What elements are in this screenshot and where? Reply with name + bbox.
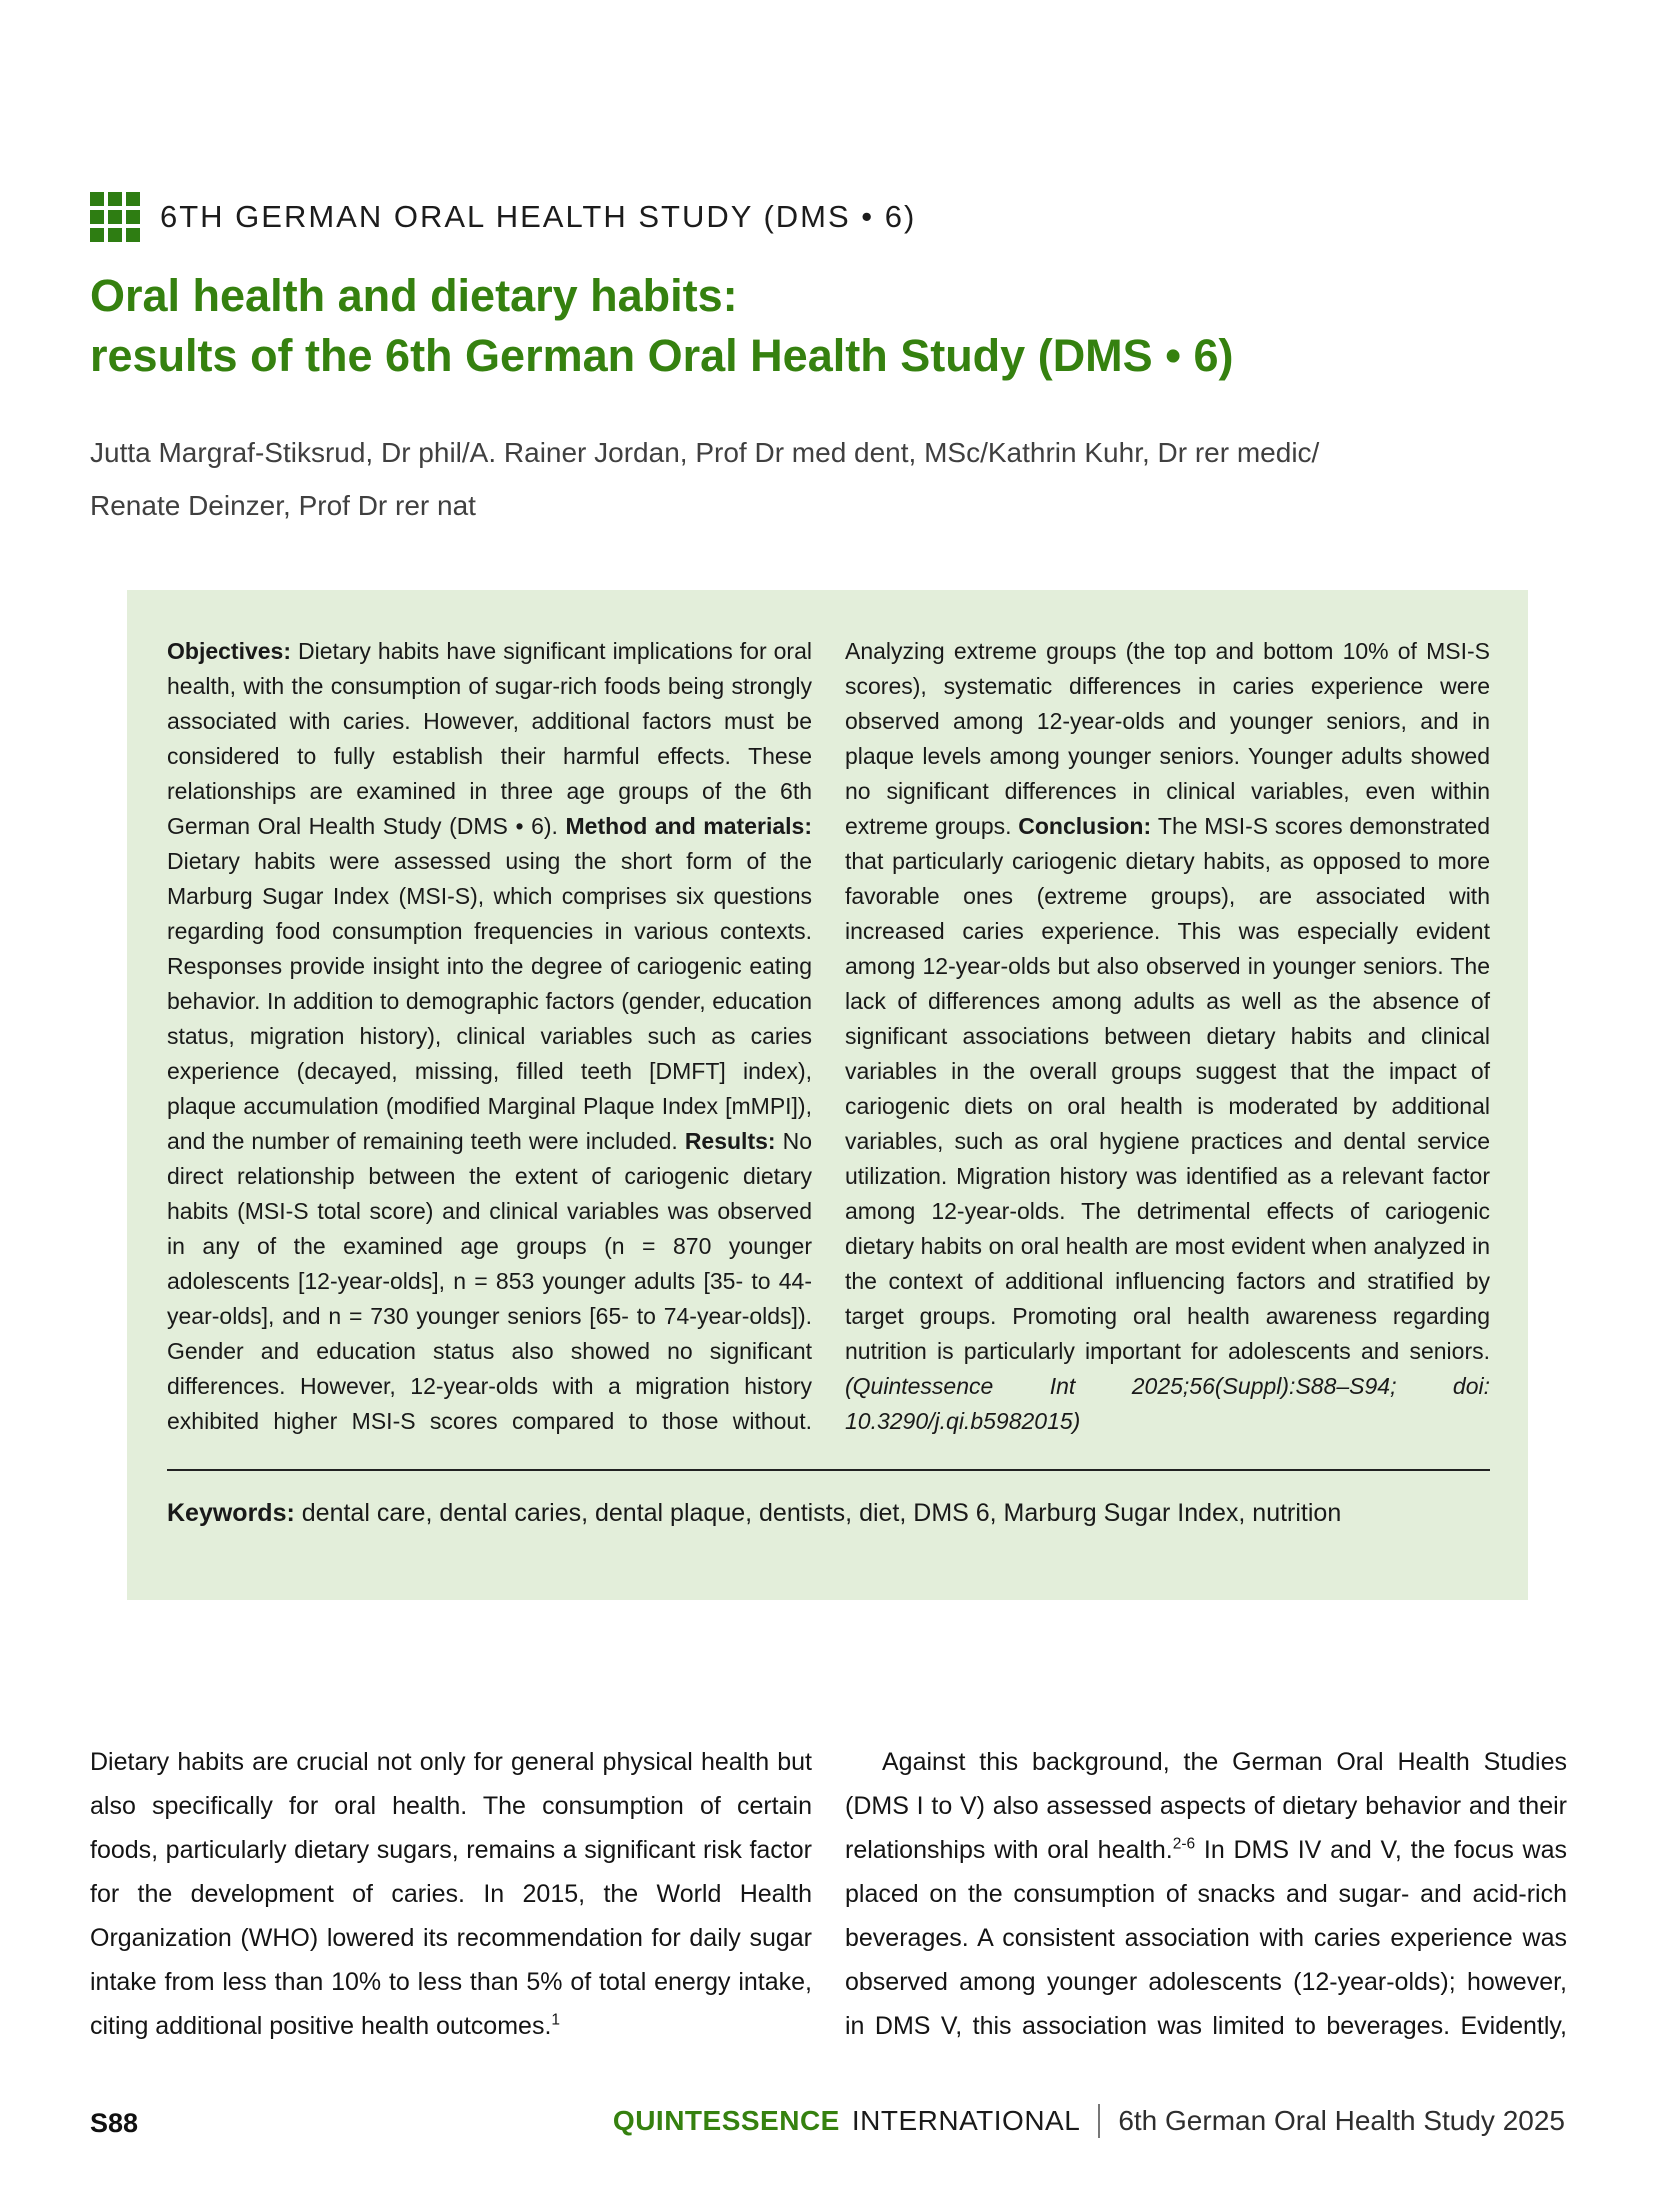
grid-icon (90, 192, 140, 242)
footer-separator (1098, 2104, 1100, 2138)
page-number: S88 (90, 2108, 139, 2138)
footer-issue: 6th German Oral Health Study 2025 (1118, 2105, 1565, 2136)
keywords-line: Keywords: dental care, dental caries, dental plaque, dentists, diet, DMS 6, Marburg Sugar Index, nutrition (167, 1499, 1342, 1527)
journal-footer (613, 2104, 1565, 2138)
article-title-line-1: Oral health and dietary habits: (90, 270, 738, 321)
authors-line-2: Renate Deinzer, Prof Dr rer nat (90, 490, 476, 521)
section-header (90, 192, 916, 242)
abstract-box (127, 590, 1528, 1600)
abstract-divider (167, 1469, 1490, 1471)
article-title (90, 266, 1570, 386)
journal-name-bold: QUINTESSENCE (612, 2105, 840, 2136)
section-label: 6TH GERMAN ORAL HEALTH STUDY (DMS • 6) (160, 199, 917, 234)
journal-name-rest: INTERNATIONAL (851, 2105, 1081, 2136)
body-paragraph-left: Dietary habits are crucial not only for general physical health but also specifically for oral health. The consumption of certain foods, particularly dietary sugars, remains a significant risk factor for the development of caries. In 2015, the World Health Organization (WHO) lowered its recommendation for daily sugar intake from less than 10% to less than 5% of total energy intake, citing additional positive health outcomes.$^1$ (90, 1748, 812, 2040)
article-title-line-2: results of the 6th German Oral Health Study (DMS • 6) (90, 330, 1234, 381)
body-columns (90, 1740, 1567, 2048)
abstract-text: Objectives: Dietary habits have significant implications for oral health, with the consumption of sugar-rich foods being strongly associated with caries. However, additional factors must be considered to fully establish their harmful effects. These relationships are examined in three age groups of the 6th German Oral Health Study (DMS • 6). Method and materials: Dietary habits were assessed using the short form of the Marburg Sugar Index (MSI-S), which comprises six questions regarding food consumption frequencies in various contexts. Responses provide insight into the degree of cariogenic eating behavior. In addition to demographic factors (gender, education status, migration history), clinical variables such as caries experience (decayed, missing, filled teeth [DMFT] index), plaque accumulation (modified Marginal Plaque Index [mMPI]), and the number of remaining teeth were included. Results: No direct relationship between the extent of cariogenic dietary habits (MSI-S total score) and clinical variables was observed in any of the examined age groups (n = 870 younger adolescents [12-year-olds], n = 853 younger adults [35- to 44-year-olds], and n = 730 younger seniors [65- to 74-year-olds]). Gender and education status also showed no significant differences. However, 12-year-olds with a migration history exhibited higher MSI-S scores compared to those without. Analyzing extreme groups (the top and bottom 10% of MSI-S scores), systematic differences in caries experience were observed among 12-year-olds and younger seniors, and in plaque levels among younger seniors. Younger adults showed no significant differences in clinical variables, even within extreme groups. Conclusion: The MSI-S scores demonstrated that particularly cariogenic dietary habits, as opposed to more favorable ones (extreme groups), are associated with increased caries experience. This was especially evident among 12-year-olds but also observed in younger seniors. The lack of differences among adults as well as the absence of significant associations between dietary habits and clinical variables in the overall groups suggest that the impact of cariogenic diets on oral health is moderated by additional variables, such as oral hygiene practices and dental service utilization. Migration history was identified as a relevant factor among 12-year-olds. The detrimental effects of cariogenic dietary habits on oral health are most evident when analyzed in the context of additional influencing factors and stratified by target groups. Promoting oral health awareness regarding nutrition is particularly important for adolescents and seniors. (Quintessence Int 2025;56(Suppl):S88–S94; doi: 10.3290/j.qi.b5982015) (167, 638, 1490, 1434)
body-paragraph-right: Against this background, the German Oral Health Studies (DMS I to V) also assessed aspects of dietary behavior and their relationships with oral health.$^{2-6}$ In DMS IV and V, the focus was placed on the consumption of snacks and sugar- and acid-rich beverages. A consistent association with caries experience was observed among younger adolescents (12-year-olds); however, in DMS V, this association was limited to beverages. Evidently, (845, 1748, 1567, 2040)
authors-line-1: Jutta Margraf-Stiksrud, Dr phil/A. Rainer Jordan, Prof Dr med dent, MSc/Kathrin Kuhr, Dr rer medic/ (90, 437, 1320, 468)
body-column-right (845, 1740, 1567, 2048)
authors (90, 426, 1570, 532)
body-column-left (90, 1740, 812, 2048)
